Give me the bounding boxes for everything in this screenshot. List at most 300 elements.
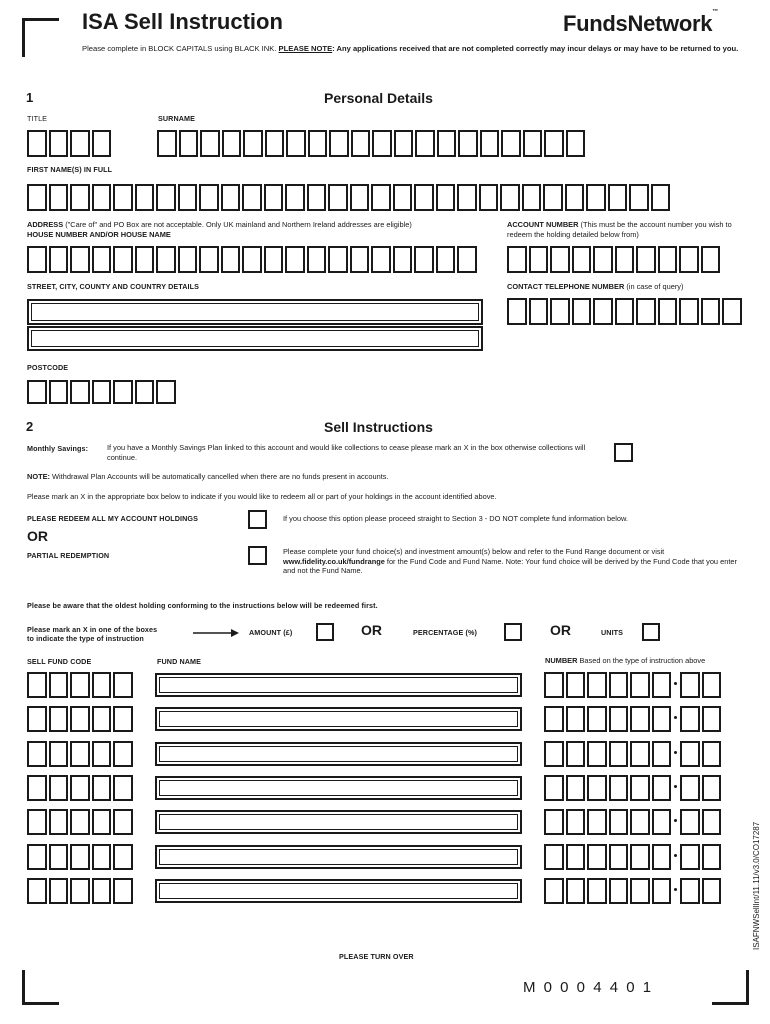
account-number-char-box[interactable]	[507, 246, 527, 273]
phone-label: CONTACT TELEPHONE NUMBER	[507, 282, 625, 291]
number-digit-box[interactable]	[652, 706, 672, 732]
first-name-char-box[interactable]	[285, 184, 305, 211]
fund-name-field[interactable]	[155, 810, 522, 834]
decimal-dot	[674, 751, 677, 754]
first-names-label: FIRST NAME(S) IN FULL	[27, 165, 113, 174]
fund-code-char-box[interactable]	[92, 775, 112, 801]
number-digit-box[interactable]	[652, 809, 672, 835]
account-note: (This must be the account number you wish to redeem the holding detailed below from)	[507, 220, 732, 239]
fund-code-char-box[interactable]	[113, 672, 133, 698]
house-label: HOUSE NUMBER AND/OR HOUSE NAME	[27, 229, 171, 239]
partial-redemption-label: PARTIAL REDEMPTION	[27, 551, 110, 560]
redeem-all-checkbox[interactable]	[248, 510, 267, 529]
surname-char-box[interactable]	[437, 130, 457, 157]
decimal-dot	[674, 819, 677, 822]
number-digit-box[interactable]	[566, 706, 586, 732]
fund-code-char-box[interactable]	[92, 706, 112, 732]
address-label-block	[27, 220, 507, 239]
percentage-label: PERCENTAGE (%)	[413, 628, 477, 637]
number-digit-box[interactable]	[587, 844, 607, 870]
first-name-char-box[interactable]	[436, 184, 456, 211]
fund-code-char-box[interactable]	[49, 706, 69, 732]
decimal-point	[673, 672, 678, 698]
surname-char-box[interactable]	[415, 130, 435, 157]
house-char-box[interactable]	[371, 246, 391, 273]
surname-char-box[interactable]	[394, 130, 414, 157]
house-char-box[interactable]	[393, 246, 413, 273]
fund-code-char-box[interactable]	[70, 672, 90, 698]
first-name-char-box[interactable]	[199, 184, 219, 211]
house-char-box[interactable]	[307, 246, 327, 273]
surname-char-box[interactable]	[157, 130, 177, 157]
fund-range-link[interactable]: www.fidelity.co.uk/fundrange	[283, 556, 385, 566]
first-name-char-box[interactable]	[156, 184, 176, 211]
surname-char-box[interactable]	[351, 130, 371, 157]
number-digit-box[interactable]	[544, 844, 564, 870]
phone-char-box[interactable]	[572, 298, 592, 325]
first-name-char-box[interactable]	[92, 184, 112, 211]
account-number-char-box[interactable]	[529, 246, 549, 273]
number-digit-box[interactable]	[609, 844, 629, 870]
number-boxes	[544, 844, 721, 870]
phone-char-box[interactable]	[550, 298, 570, 325]
postcode-char-box[interactable]	[92, 380, 112, 404]
fund-code-char-box[interactable]	[113, 844, 133, 870]
amount-checkbox[interactable]	[316, 623, 334, 641]
redeem-all-label: PLEASE REDEEM ALL MY ACCOUNT HOLDINGS	[27, 514, 199, 523]
note-label: NOTE:	[27, 472, 50, 481]
phone-char-box[interactable]	[507, 298, 527, 325]
fund-code-char-box[interactable]	[113, 878, 133, 904]
decimal-point	[673, 844, 678, 870]
number-digit-box[interactable]	[609, 741, 629, 767]
first-name-char-box[interactable]	[350, 184, 370, 211]
house-char-box[interactable]	[414, 246, 434, 273]
first-name-char-box[interactable]	[371, 184, 391, 211]
title-char-box[interactable]	[27, 130, 47, 157]
title-char-box[interactable]	[70, 130, 90, 157]
postcode-char-box[interactable]	[49, 380, 69, 404]
number-boxes	[544, 741, 721, 767]
street-field-1[interactable]	[27, 299, 483, 325]
decimal-point	[673, 706, 678, 732]
number-digit-box[interactable]	[566, 775, 586, 801]
number-digit-box[interactable]	[609, 672, 629, 698]
surname-label: SURNAME	[158, 114, 196, 123]
surname-char-box[interactable]	[265, 130, 285, 157]
first-name-char-box[interactable]	[457, 184, 477, 211]
fund-code-char-box[interactable]	[70, 809, 90, 835]
surname-char-box[interactable]	[566, 130, 586, 157]
first-name-char-box[interactable]	[135, 184, 155, 211]
fund-code-char-box[interactable]	[113, 741, 133, 767]
first-name-char-box[interactable]	[500, 184, 520, 211]
number-boxes	[544, 672, 721, 698]
decimal-dot	[674, 888, 677, 891]
number-decimal-box[interactable]	[680, 809, 700, 835]
number-digit-box[interactable]	[587, 706, 607, 732]
withdrawal-note	[27, 472, 389, 482]
address-label: ADDRESS	[27, 220, 64, 229]
house-char-box[interactable]	[328, 246, 348, 273]
postcode-char-box[interactable]	[27, 380, 47, 404]
form-reference: M 0 0 0 4 4 0 1	[523, 979, 654, 996]
number-digit-box[interactable]	[566, 809, 586, 835]
number-decimal-box[interactable]	[702, 672, 722, 698]
house-char-box[interactable]	[242, 246, 262, 273]
phone-char-box[interactable]	[593, 298, 613, 325]
fund-code-char-box[interactable]	[92, 809, 112, 835]
number-boxes	[544, 706, 721, 732]
phone-boxes	[507, 298, 742, 325]
fund-name-field[interactable]	[155, 673, 522, 697]
house-char-box[interactable]	[199, 246, 219, 273]
mark-instruction-text: Please mark an X in the appropriate box below to indicate if you would like to redeem all or part of your holdings in the account identified above.	[27, 492, 497, 501]
monthly-savings-text: If you have a Monthly Savings Plan linked to this account and would like collections to cease please mark an X in the box otherwise collections will continue.	[107, 443, 586, 462]
number-decimal-box[interactable]	[702, 844, 722, 870]
house-char-box[interactable]	[436, 246, 456, 273]
first-name-char-box[interactable]	[543, 184, 563, 211]
account-label-block	[507, 220, 747, 239]
first-name-char-box[interactable]	[178, 184, 198, 211]
first-name-char-box[interactable]	[70, 184, 90, 211]
monthly-savings-checkbox[interactable]	[614, 443, 633, 462]
fund-code-char-box[interactable]	[92, 672, 112, 698]
phone-note: (in case of query)	[624, 282, 684, 291]
street-field-2[interactable]	[27, 326, 483, 351]
phone-char-box[interactable]	[701, 298, 721, 325]
fund-code-char-box[interactable]	[70, 775, 90, 801]
fund-code-char-box[interactable]	[70, 741, 90, 767]
number-header-label: NUMBER	[545, 656, 578, 665]
corner-mark-top-left	[22, 18, 59, 57]
arrow-right-icon	[193, 628, 239, 638]
number-digit-box[interactable]	[652, 878, 672, 904]
fund-name-field[interactable]	[155, 707, 522, 731]
fund-code-char-box[interactable]	[27, 844, 47, 870]
house-char-box[interactable]	[135, 246, 155, 273]
account-number-boxes	[507, 246, 720, 273]
or-divider-1: OR	[27, 528, 48, 544]
number-digit-box[interactable]	[630, 706, 650, 732]
number-digit-box[interactable]	[652, 741, 672, 767]
number-digit-box[interactable]	[609, 706, 629, 732]
fund-code-char-box[interactable]	[49, 809, 69, 835]
fund-code-char-box[interactable]	[27, 672, 47, 698]
fund-code-char-box[interactable]	[92, 844, 112, 870]
corner-mark-bottom-right	[712, 970, 749, 1005]
intro-note: : Any applications received that are not completed correctly may incur delays or may have to be returned to you.	[332, 44, 739, 53]
surname-boxes	[157, 130, 585, 157]
decimal-dot	[674, 682, 677, 685]
number-digit-box[interactable]	[544, 706, 564, 732]
postcode-char-box[interactable]	[70, 380, 90, 404]
house-char-box[interactable]	[92, 246, 112, 273]
number-digit-box[interactable]	[587, 775, 607, 801]
number-decimal-box[interactable]	[680, 672, 700, 698]
or-divider-2: OR	[361, 622, 382, 638]
number-digit-box[interactable]	[544, 741, 564, 767]
surname-char-box[interactable]	[243, 130, 263, 157]
decimal-dot	[674, 716, 677, 719]
amount-label: AMOUNT (£)	[249, 628, 293, 637]
number-digit-box[interactable]	[587, 878, 607, 904]
fund-code-char-box[interactable]	[49, 741, 69, 767]
number-digit-box[interactable]	[587, 672, 607, 698]
number-digit-box[interactable]	[630, 672, 650, 698]
number-header	[545, 656, 705, 666]
phone-char-box[interactable]	[615, 298, 635, 325]
surname-char-box[interactable]	[308, 130, 328, 157]
decimal-point	[673, 878, 678, 904]
units-checkbox[interactable]	[642, 623, 660, 641]
note-text: Withdrawal Plan Accounts will be automatically cancelled when there are no funds present in accounts.	[50, 472, 389, 481]
number-boxes	[544, 775, 721, 801]
section-1-title: Personal Details	[324, 90, 433, 106]
first-names-boxes	[27, 184, 670, 211]
house-boxes	[27, 246, 477, 273]
decimal-point	[673, 809, 678, 835]
corner-mark-bottom-left	[22, 970, 59, 1005]
house-char-box[interactable]	[113, 246, 133, 273]
title-label: TITLE	[27, 114, 48, 123]
house-char-box[interactable]	[178, 246, 198, 273]
phone-char-box[interactable]	[658, 298, 678, 325]
fund-code-char-box[interactable]	[27, 706, 47, 732]
number-digit-box[interactable]	[544, 672, 564, 698]
fund-name-header: FUND NAME	[157, 657, 202, 666]
address-note: ("Care of" and PO Box are not acceptable. Only UK mainland and Northern Ireland addresses are eligible)	[63, 220, 412, 229]
first-name-char-box[interactable]	[264, 184, 284, 211]
surname-char-box[interactable]	[286, 130, 306, 157]
fund-code-char-box[interactable]	[49, 775, 69, 801]
first-name-char-box[interactable]	[565, 184, 585, 211]
surname-char-box[interactable]	[200, 130, 220, 157]
fund-name-field[interactable]	[155, 742, 522, 766]
first-name-char-box[interactable]	[393, 184, 413, 211]
postcode-char-box[interactable]	[156, 380, 176, 404]
phone-char-box[interactable]	[679, 298, 699, 325]
number-digit-box[interactable]	[652, 672, 672, 698]
postcode-label: POSTCODE	[27, 363, 69, 372]
number-digit-box[interactable]	[544, 878, 564, 904]
fundsnetwork-logo	[563, 11, 718, 37]
street-label: STREET, CITY, COUNTY AND COUNTRY DETAILS	[27, 282, 199, 291]
surname-char-box[interactable]	[523, 130, 543, 157]
first-name-char-box[interactable]	[221, 184, 241, 211]
title-char-box[interactable]	[49, 130, 69, 157]
phone-char-box[interactable]	[529, 298, 549, 325]
postcode-char-box[interactable]	[113, 380, 133, 404]
number-digit-box[interactable]	[566, 878, 586, 904]
monthly-savings-label: Monthly Savings:	[27, 444, 89, 453]
type-text-1: Please mark an X in one of the boxes	[27, 625, 158, 634]
account-number-char-box[interactable]	[572, 246, 592, 273]
first-name-char-box[interactable]	[27, 184, 47, 211]
fund-code-char-box[interactable]	[113, 809, 133, 835]
account-number-char-box[interactable]	[593, 246, 613, 273]
form-title: ISA Sell Instruction	[82, 9, 283, 34]
number-digit-box[interactable]	[544, 775, 564, 801]
first-name-char-box[interactable]	[479, 184, 499, 211]
side-form-code: ISAFNWSellInt/11.11/v3.0/CO17287	[752, 821, 761, 950]
number-digit-box[interactable]	[609, 878, 629, 904]
sell-fund-code-boxes	[27, 878, 133, 904]
number-digit-box[interactable]	[609, 775, 629, 801]
phone-label-block	[507, 282, 683, 292]
surname-char-box[interactable]	[501, 130, 521, 157]
number-digit-box[interactable]	[566, 844, 586, 870]
number-decimal-box[interactable]	[680, 706, 700, 732]
fund-code-char-box[interactable]	[27, 878, 47, 904]
decimal-dot	[674, 785, 677, 788]
number-decimal-box[interactable]	[680, 741, 700, 767]
fund-code-char-box[interactable]	[70, 706, 90, 732]
fund-code-char-box[interactable]	[113, 775, 133, 801]
intro-plain: Please complete in BLOCK CAPITALS using BLACK INK.	[82, 44, 279, 53]
surname-char-box[interactable]	[222, 130, 242, 157]
fund-code-char-box[interactable]	[27, 741, 47, 767]
account-number-char-box[interactable]	[636, 246, 656, 273]
surname-char-box[interactable]	[329, 130, 349, 157]
number-digit-box[interactable]	[566, 741, 586, 767]
number-digit-box[interactable]	[587, 809, 607, 835]
number-boxes	[544, 878, 721, 904]
decimal-dot	[674, 854, 677, 857]
type-text-2: to indicate the type of instruction	[27, 634, 144, 643]
fund-code-char-box[interactable]	[27, 809, 47, 835]
or-divider-3: OR	[550, 622, 571, 638]
first-name-char-box[interactable]	[49, 184, 69, 211]
oldest-holding-text: Please be aware that the oldest holding conforming to the instructions below will be redeemed first.	[27, 601, 378, 610]
sell-fund-code-header: SELL FUND CODE	[27, 657, 92, 666]
first-name-char-box[interactable]	[307, 184, 327, 211]
fund-code-char-box[interactable]	[49, 878, 69, 904]
postcode-char-box[interactable]	[135, 380, 155, 404]
fund-code-char-box[interactable]	[92, 878, 112, 904]
number-decimal-box[interactable]	[680, 878, 700, 904]
house-char-box[interactable]	[49, 246, 69, 273]
number-boxes	[544, 809, 721, 835]
account-number-char-box[interactable]	[679, 246, 699, 273]
first-name-char-box[interactable]	[113, 184, 133, 211]
number-digit-box[interactable]	[630, 844, 650, 870]
phone-char-box[interactable]	[636, 298, 656, 325]
number-decimal-box[interactable]	[702, 878, 722, 904]
intro-note-label: PLEASE NOTE	[278, 44, 333, 53]
number-digit-box[interactable]	[587, 741, 607, 767]
fund-name-field[interactable]	[155, 845, 522, 869]
number-digit-box[interactable]	[630, 741, 650, 767]
logo-trademark: ™	[712, 9, 718, 15]
number-decimal-box[interactable]	[702, 775, 722, 801]
surname-char-box[interactable]	[372, 130, 392, 157]
first-name-char-box[interactable]	[608, 184, 628, 211]
account-number-char-box[interactable]	[658, 246, 678, 273]
number-digit-box[interactable]	[652, 775, 672, 801]
title-char-box[interactable]	[92, 130, 112, 157]
first-name-char-box[interactable]	[522, 184, 542, 211]
decimal-point	[673, 741, 678, 767]
house-char-box[interactable]	[156, 246, 176, 273]
fund-code-char-box[interactable]	[70, 878, 90, 904]
sell-fund-code-boxes	[27, 809, 133, 835]
account-number-char-box[interactable]	[701, 246, 721, 273]
house-char-box[interactable]	[457, 246, 477, 273]
number-digit-box[interactable]	[544, 809, 564, 835]
fund-code-char-box[interactable]	[70, 844, 90, 870]
number-digit-box[interactable]	[652, 844, 672, 870]
title-boxes	[27, 130, 111, 157]
number-header-note: Based on the type of instruction above	[577, 656, 706, 665]
partial-redemption-checkbox[interactable]	[248, 546, 267, 565]
number-decimal-box[interactable]	[702, 809, 722, 835]
decimal-point	[673, 775, 678, 801]
sell-fund-code-boxes	[27, 775, 133, 801]
first-name-char-box[interactable]	[242, 184, 262, 211]
house-char-box[interactable]	[264, 246, 284, 273]
surname-char-box[interactable]	[458, 130, 478, 157]
sell-fund-code-boxes	[27, 706, 133, 732]
section-1-number: 1	[26, 90, 34, 105]
account-number-char-box[interactable]	[615, 246, 635, 273]
house-char-box[interactable]	[221, 246, 241, 273]
please-turn-over: PLEASE TURN OVER	[339, 952, 414, 961]
partial-text-2: for the Fund Code and Fund Name. Note: Your fund choice will be derived by the Fund Code that you enter and not the Fund Name.	[283, 556, 737, 575]
sell-fund-code-boxes	[27, 844, 133, 870]
instruction-type-text	[27, 625, 157, 643]
fund-code-char-box[interactable]	[27, 775, 47, 801]
fund-code-char-box[interactable]	[49, 844, 69, 870]
units-label: UNITS	[601, 628, 624, 637]
fund-code-char-box[interactable]	[113, 706, 133, 732]
surname-char-box[interactable]	[480, 130, 500, 157]
house-char-box[interactable]	[70, 246, 90, 273]
fund-code-char-box[interactable]	[49, 672, 69, 698]
partial-redemption-text	[283, 547, 738, 576]
first-name-char-box[interactable]	[651, 184, 671, 211]
sell-fund-code-boxes	[27, 672, 133, 698]
intro-text	[82, 44, 742, 54]
number-decimal-box[interactable]	[702, 706, 722, 732]
percentage-checkbox[interactable]	[504, 623, 522, 641]
number-decimal-box[interactable]	[702, 741, 722, 767]
number-digit-box[interactable]	[609, 809, 629, 835]
fund-name-field[interactable]	[155, 879, 522, 903]
first-name-char-box[interactable]	[629, 184, 649, 211]
first-name-char-box[interactable]	[328, 184, 348, 211]
number-digit-box[interactable]	[630, 809, 650, 835]
house-char-box[interactable]	[27, 246, 47, 273]
number-decimal-box[interactable]	[680, 775, 700, 801]
number-digit-box[interactable]	[630, 878, 650, 904]
fund-name-field[interactable]	[155, 776, 522, 800]
first-name-char-box[interactable]	[586, 184, 606, 211]
account-label: ACCOUNT NUMBER	[507, 220, 579, 229]
account-number-char-box[interactable]	[550, 246, 570, 273]
fund-code-char-box[interactable]	[92, 741, 112, 767]
number-decimal-box[interactable]	[680, 844, 700, 870]
number-digit-box[interactable]	[630, 775, 650, 801]
redeem-all-text: If you choose this option please proceed straight to Section 3 - DO NOT complete fund information below.	[283, 514, 628, 523]
first-name-char-box[interactable]	[414, 184, 434, 211]
phone-char-box[interactable]	[722, 298, 742, 325]
surname-char-box[interactable]	[179, 130, 199, 157]
surname-char-box[interactable]	[544, 130, 564, 157]
house-char-box[interactable]	[350, 246, 370, 273]
number-digit-box[interactable]	[566, 672, 586, 698]
house-char-box[interactable]	[285, 246, 305, 273]
